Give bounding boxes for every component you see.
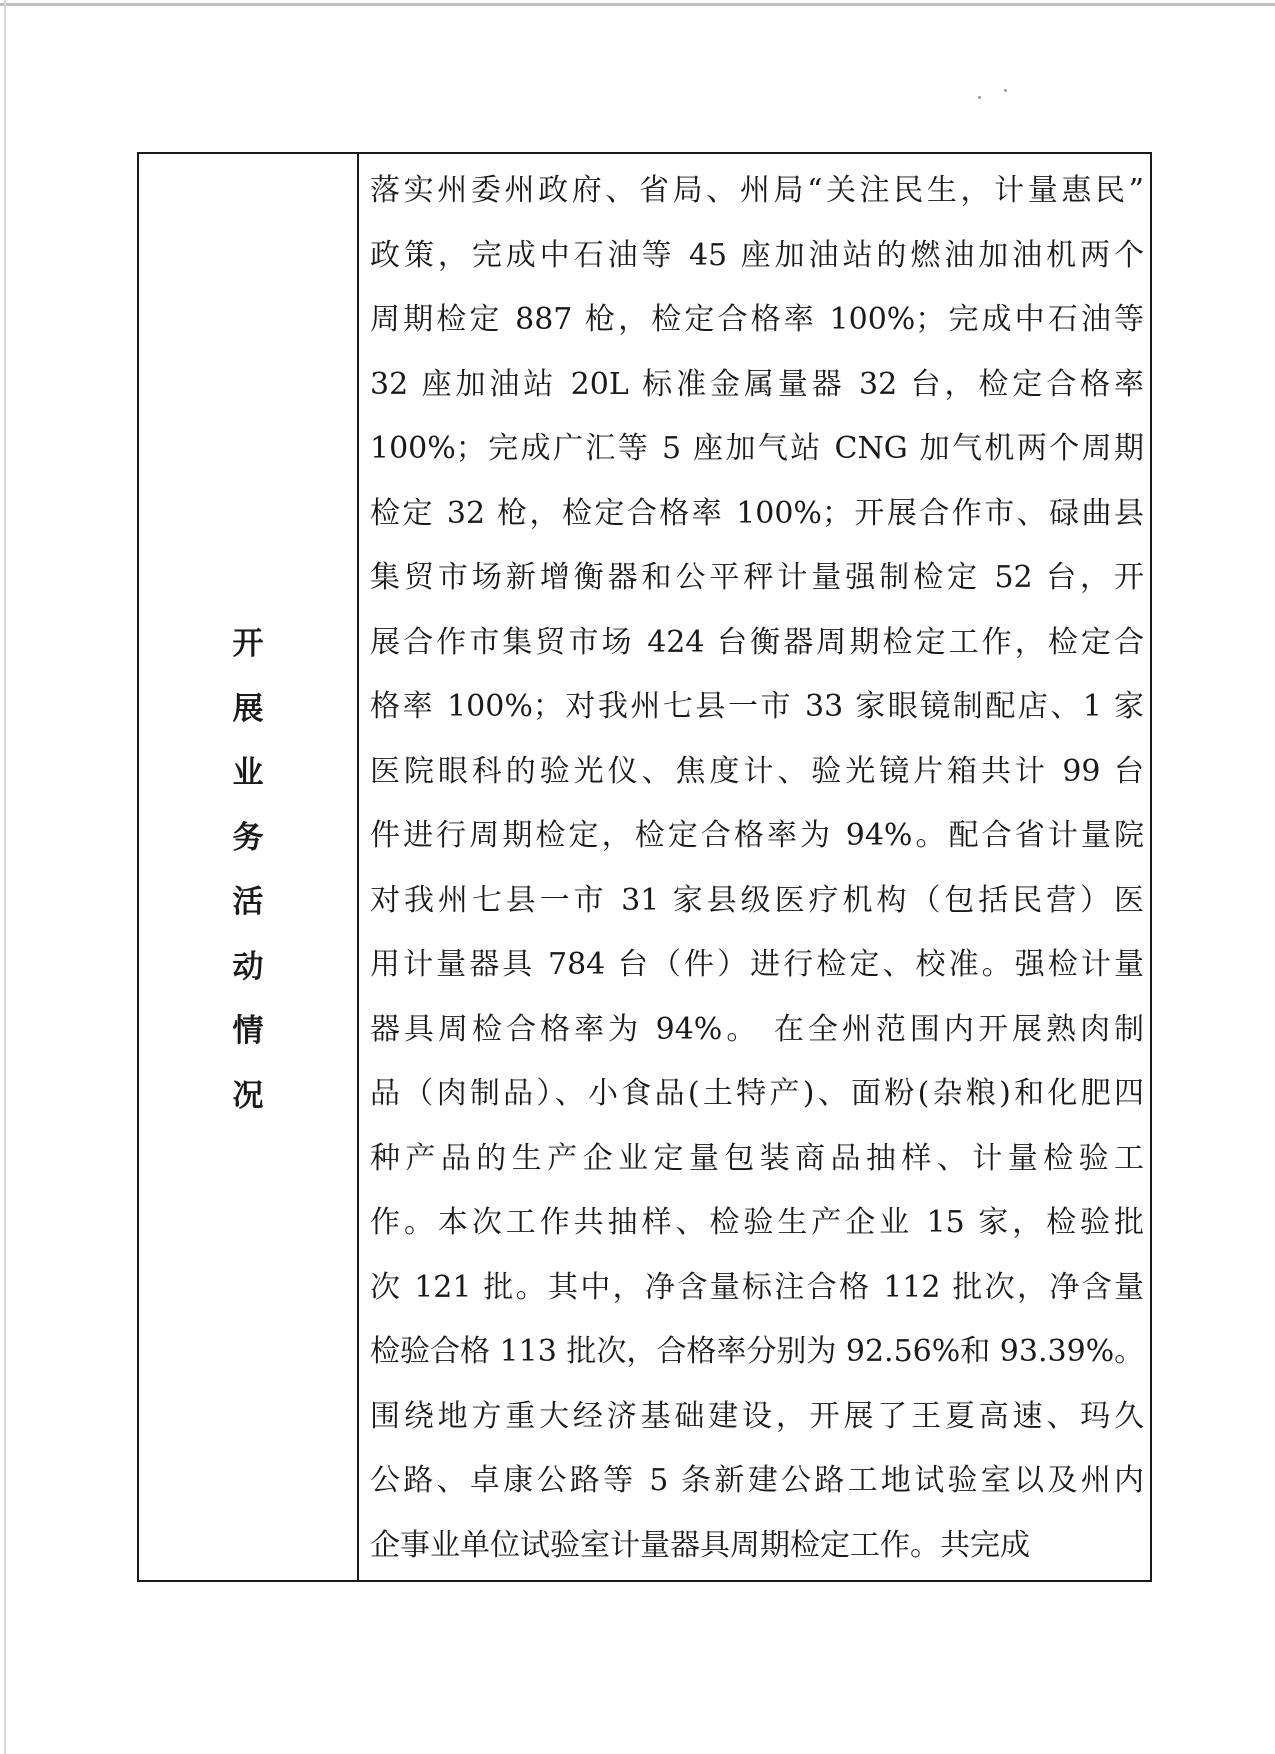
content-line: 次 121 批。其中，净含量标注合格 112 批次，净含量 (370, 1269, 1144, 1305)
content-paragraph (370, 159, 1144, 1578)
content-line: 集贸市场新增衡器和公平秤计量强制检定 52 台，开 (370, 560, 1144, 595)
section-label (139, 612, 357, 1128)
content-line: 围绕地方重大经济基础建设，开展了王夏高速、玛久 (370, 1398, 1144, 1434)
content-line: 种产品的生产企业定量包装商品抽样、计量检验工 (370, 1140, 1144, 1176)
content-line: 检定 32 枪，检定合格率 100%；开展合作市、碌曲县 (370, 495, 1144, 531)
content-line: 100%；完成广汇等 5 座加气站 CNG 加气机两个周期 (370, 431, 1144, 466)
content-line: 用计量器具 784 台（件）进行检定、校准。强检计量 (370, 947, 1144, 982)
section-label-char: 务 (232, 819, 264, 856)
section-label-char: 业 (232, 755, 264, 791)
section-label-char: 活 (232, 884, 264, 920)
scan-speck (1004, 89, 1007, 92)
content-line: 展合作市集贸市场 424 台衡器周期检定工作，检定合 (370, 624, 1144, 660)
content-cell (359, 154, 1150, 1580)
scan-edge-left (4, 0, 6, 1754)
content-line: 器具周检合格率为 94%。 在全州范围内开展熟肉制 (370, 1011, 1144, 1047)
scan-edge-top (0, 3, 1275, 6)
content-line: 检验合格 113 批次，合格率分别为 92.56%和 93.39%。 (370, 1334, 1144, 1369)
content-line: 企事业单位试验室计量器具周期检定工作。共完成 (370, 1527, 1030, 1563)
section-label-char: 情 (232, 1013, 264, 1049)
section-label-char: 展 (232, 690, 264, 727)
section-label-cell (139, 154, 359, 1580)
content-line: 32 座加油站 20L 标准金属量器 32 台，检定合格率 (370, 366, 1144, 402)
section-label-char: 开 (232, 626, 264, 662)
content-line: 件进行周期检定，检定合格率为 94%。配合省计量院 (370, 818, 1144, 853)
content-line: 周期检定 887 枪，检定合格率 100%；完成中石油等 (370, 302, 1144, 337)
content-line: 公路、卓康公路等 5 条新建公路工地试验室以及州内 (370, 1463, 1144, 1498)
content-line: 政策，完成中石油等 45 座加油站的燃油加油机两个 (370, 237, 1144, 273)
content-line: 品（肉制品）、小食品(土特产)、面粉(杂粮)和化肥四 (370, 1076, 1144, 1111)
content-line: 格率 100%；对我州七县一市 33 家眼镜制配店、1 家 (370, 689, 1144, 724)
form-table (137, 152, 1152, 1582)
content-line: 作。本次工作共抽样、检验生产企业 15 家，检验批 (370, 1205, 1144, 1240)
section-label-char: 动 (232, 948, 264, 985)
content-line: 落实州委州政府、省局、州局“关注民生，计量惠民” (370, 173, 1144, 208)
content-line: 医院眼科的验光仪、焦度计、验光镜片箱共计 99 台 (370, 753, 1144, 789)
scan-speck (978, 96, 981, 99)
section-label-char: 况 (232, 1077, 264, 1114)
content-line: 对我州七县一市 31 家县级医疗机构（包括民营）医 (370, 882, 1144, 918)
